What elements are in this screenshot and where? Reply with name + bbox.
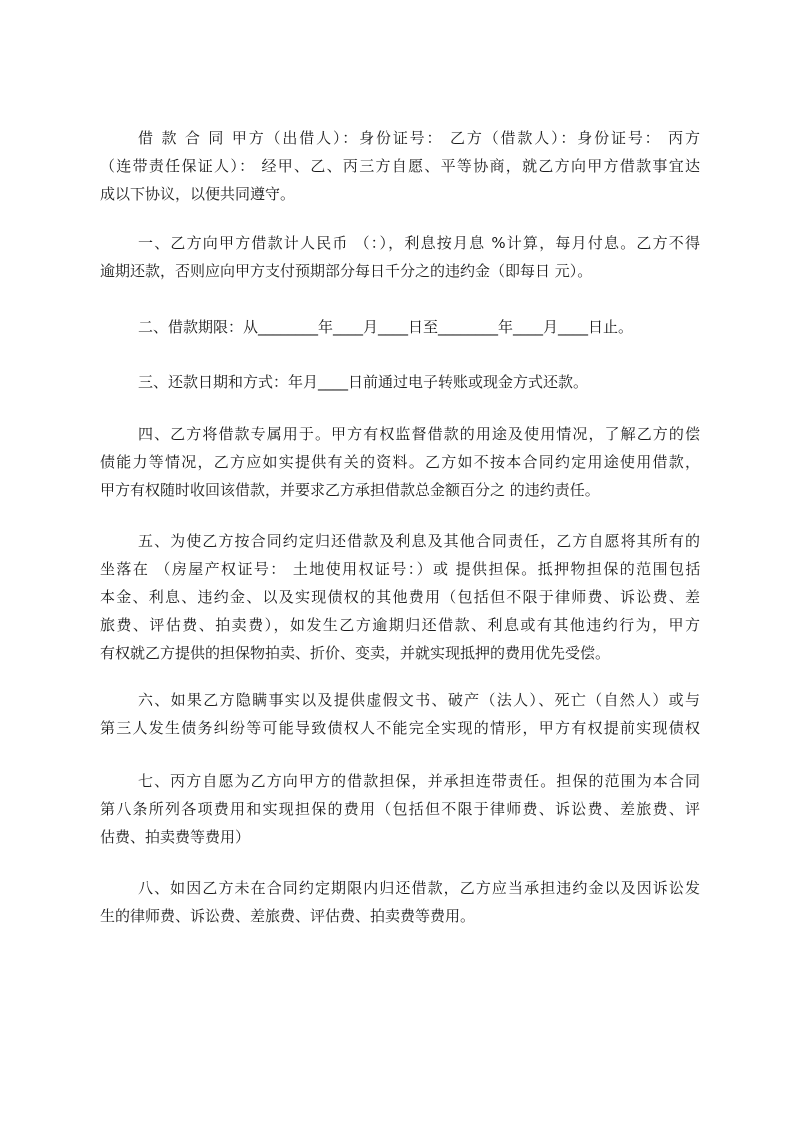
clause-3 bbox=[100, 368, 700, 396]
clause-7-line-2: 第八条所列各项费用和实现担保的费用（包括但不限于律师费、诉讼费、差旅费、评 bbox=[100, 800, 700, 818]
clause-5-line-3: 本金、利息、违约金、以及实现债权的其他费用（包括但不限于律师费、诉讼费、差 bbox=[100, 588, 700, 606]
clause-8 bbox=[100, 874, 700, 930]
clause-8-line-1: 八、如因乙方未在合同约定期限内归还借款，乙方应当承担违约金以及因诉讼发 bbox=[138, 879, 700, 897]
clause-5 bbox=[100, 527, 700, 667]
clause-4 bbox=[100, 420, 700, 504]
clause-1-line-1: 一、乙方向甲方借款计人民币 （：），利息按月息 %计算，每月付息。乙方不得 bbox=[138, 234, 700, 252]
clause-5-line-1: 五、为使乙方按合同约定归还借款及利息及其他合同责任，乙方自愿将其所有的 bbox=[138, 532, 700, 550]
intro-line-2: （连带责任保证人）： 经甲、乙、丙三方自愿、平等协商，就乙方向甲方借款事宜达 bbox=[100, 157, 700, 175]
clause-4-line-1: 四、乙方将借款专属用于。甲方有权监督借款的用途及使用情况，了解乙方的偿 bbox=[138, 425, 700, 443]
clause-6-line-2: 第三人发生债务纠纷等可能导致债权人不能完全实现的情形，甲方有权提前实现债权 bbox=[100, 719, 700, 737]
intro-line-3: 成以下协议，以便共同遵守。 bbox=[100, 185, 296, 203]
intro-line-1: 借 款 合 同 甲方（出借人）：身份证号： 乙方（借款人）：身份证号： 丙方 bbox=[138, 129, 700, 147]
clause-5-line-4: 旅费、评估费、拍卖费），如发生乙方逾期归还借款、利息或有其他违约行为，甲方 bbox=[100, 616, 700, 634]
clause-1-line-2: 逾期还款，否则应向甲方支付预期部分每日千分之的违约金（即每日 元）。 bbox=[100, 262, 593, 280]
clause-4-line-3: 甲方有权随时收回该借款，并要求乙方承担借款总金额百分之 的违约责任。 bbox=[100, 481, 600, 499]
clause-5-line-5: 有权就乙方提供的担保物拍卖、折价、变卖，并就实现抵押的费用优先受偿。 bbox=[100, 644, 611, 662]
clause-2 bbox=[100, 313, 700, 341]
clause-7-line-1: 七、丙方自愿为乙方向甲方的借款担保，并承担连带责任。担保的范围为本合同 bbox=[138, 772, 700, 790]
clause-7-line-3: 估费、拍卖费等费用） bbox=[100, 828, 251, 846]
contract-intro bbox=[100, 124, 700, 208]
clause-5-line-2: 坐落在 （房屋产权证号： 土地使用权证号：）或 提供担保。抵押物担保的范围包括 bbox=[100, 560, 700, 578]
clause-6 bbox=[100, 686, 700, 742]
clause-6-line-1: 六、如果乙方隐瞒事实以及提供虚假文书、破产（法人）、死亡（自然人）或与 bbox=[138, 691, 700, 709]
clause-8-line-2: 生的律师费、诉讼费、差旅费、评估费、拍卖费等费用。 bbox=[100, 907, 476, 925]
clause-4-line-2: 债能力等情况，乙方应如实提供有关的资料。乙方如不按本合同约定用途使用借款， bbox=[100, 453, 700, 471]
clause-7 bbox=[100, 767, 700, 851]
clause-3-line-1: 三、还款日期和方式：年月____日前通过电子转账或现金方式还款。 bbox=[138, 373, 589, 391]
clause-1 bbox=[100, 229, 700, 285]
clause-2-line-1: 二、借款期限：从________年____月____日至________年____月____日止。 bbox=[138, 318, 634, 336]
